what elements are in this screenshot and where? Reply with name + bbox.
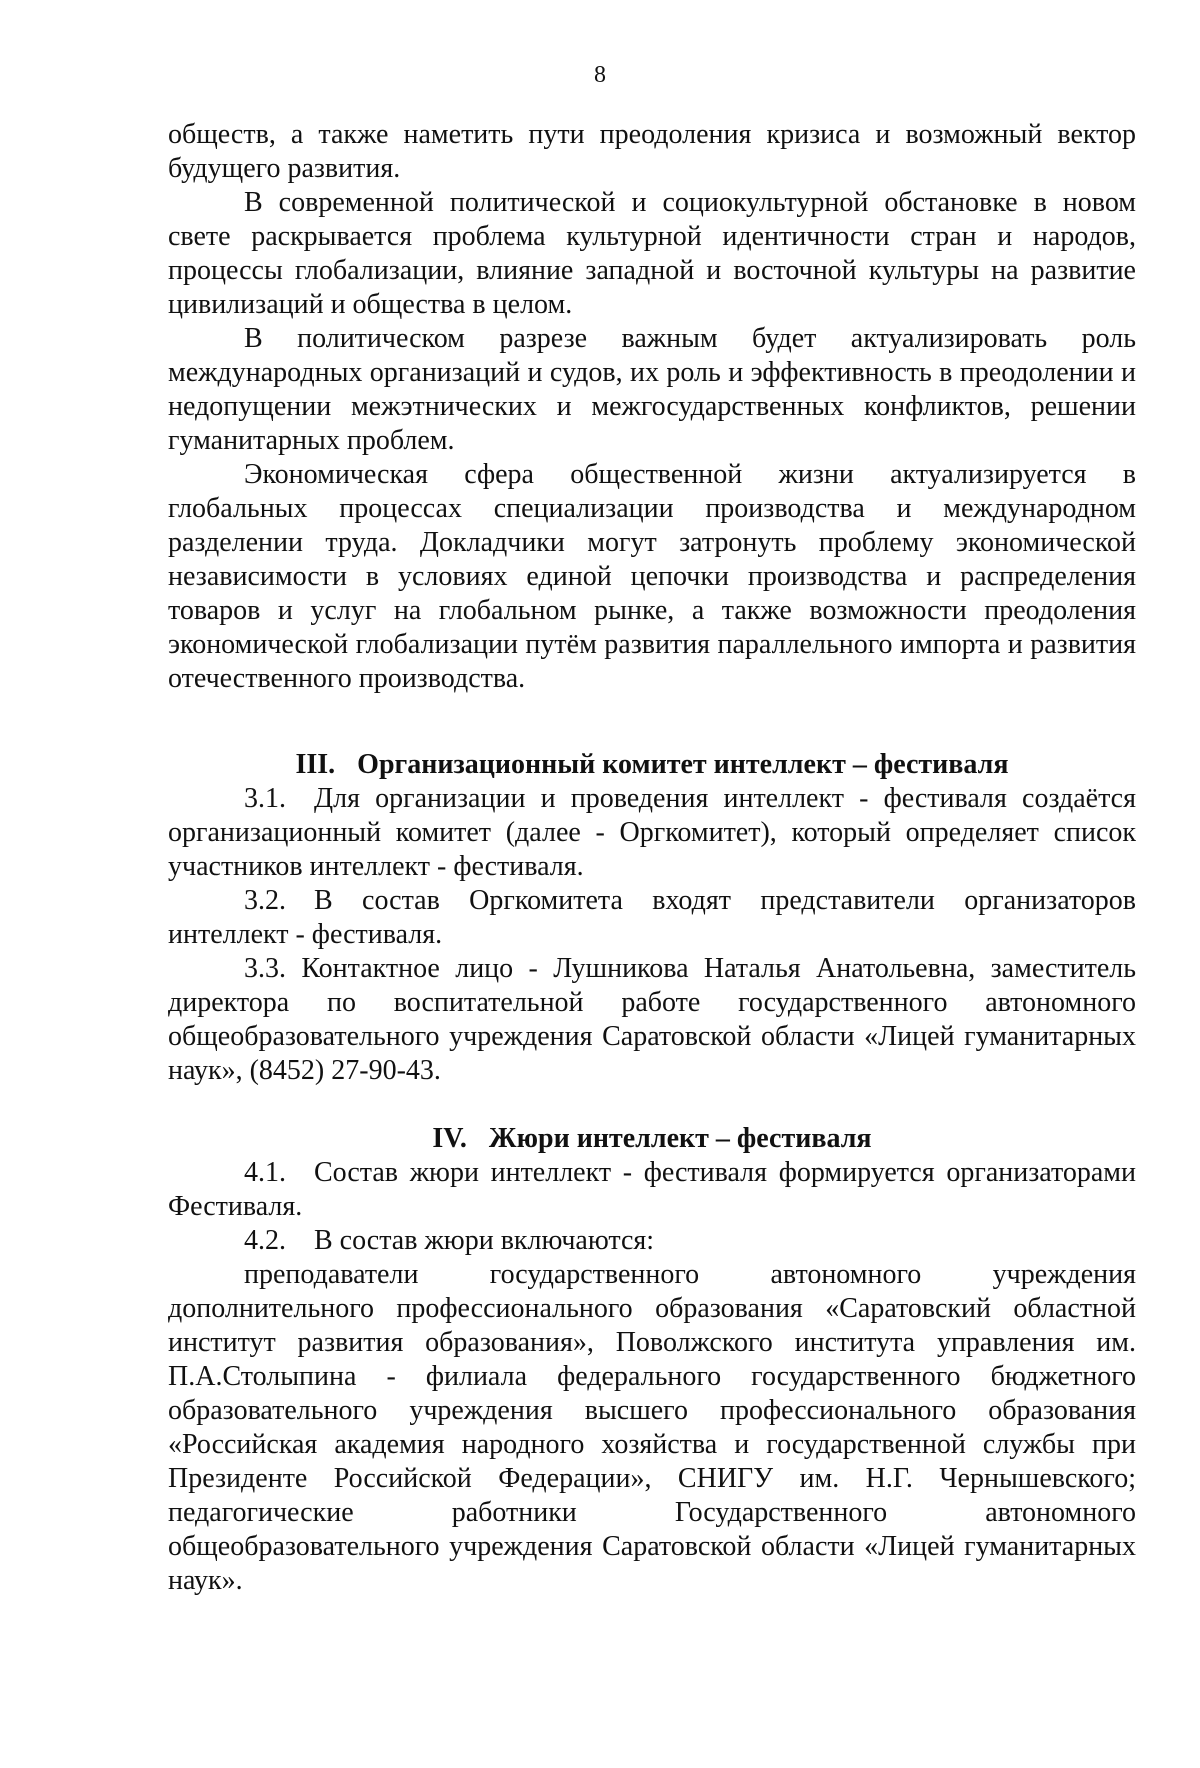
item-3-1: 3.1. Для организации и проведения интеллект - фестиваля создаётся организационный комитет (далее - Оргкомитет), который определяет список участников интеллект - фестиваля. [168,783,1136,882]
page-content [168,118,1136,1598]
page-number: 8 [594,62,606,88]
section-4-heading [168,1122,1136,1156]
jury-composition: преподаватели государственного автономного учреждения дополнительного профессионального образования «Саратовский областной институт развития образования», Поволжского института управления им. П.А.Столыпина - филиала федерального государственного бюджетного образовательного учреждения высшего профессионального образования «Российская академия народного хозяйства и государственной службы при Президенте Российской Федерации», СНИГУ им. Н.Г. Чернышевского; педагогические работники Государственного автономного общеобразовательного учреждения Саратовской области «Лицей гуманитарных наук». [168,1259,1136,1596]
section-3-title: Организационный комитет интеллект – фестиваля [357,749,1009,780]
item-4-2: 4.2. В состав жюри включаются: [244,1225,655,1256]
item-3-2: 3.2. В состав Оргкомитета входят представители организаторов интеллект - фестиваля. [168,885,1136,950]
paragraph-political-aspect: В политическом разрезе важным будет актуализировать роль международных организаций и судов, их роль и эффективность в преодолении и недопущении межэтнических и межгосударственных конфликтов, решении гуманитарных проблем. [168,323,1136,456]
paragraph-economic-sphere: Экономическая сфера общественной жизни актуализируется в глобальных процессах специализации производства и международном разделении труда. Докладчики могут затронуть проблему экономической независимости в условиях единой цепочки производства и распределения товаров и услуг на глобальном рынке, а также возможности преодоления экономической глобализации путём развития параллельного импорта и развития отечественного производства. [168,459,1136,694]
section-spacer [168,1088,1136,1122]
section-4-title: Жюри интеллект – фестиваля [488,1123,872,1154]
section-4-number: IV. [432,1123,467,1154]
paragraph-continued: обществ, а также наметить пути преодоления кризиса и возможный вектор будущего развития. [168,119,1136,184]
paragraph-cultural-identity: В современной политической и социокультурной обстановке в новом свете раскрывается проблема культурной идентичности стран и народов, процессы глобализации, влияние западной и восточной культуры на развитие цивилизаций и общества в целом. [168,187,1136,320]
item-3-3: 3.3. Контактное лицо - Лушникова Наталья Анатольевна, заместитель директора по воспитательной работе государственного автономного общеобразовательного учреждения Саратовской области «Лицей гуманитарных наук», (8452) 27-90-43. [168,953,1136,1086]
section-spacer [168,696,1136,748]
section-3-heading [168,748,1136,782]
section-3-number: III. [295,749,336,780]
item-4-1: 4.1. Состав жюри интеллект - фестиваля формируется организаторами Фестиваля. [168,1157,1136,1222]
